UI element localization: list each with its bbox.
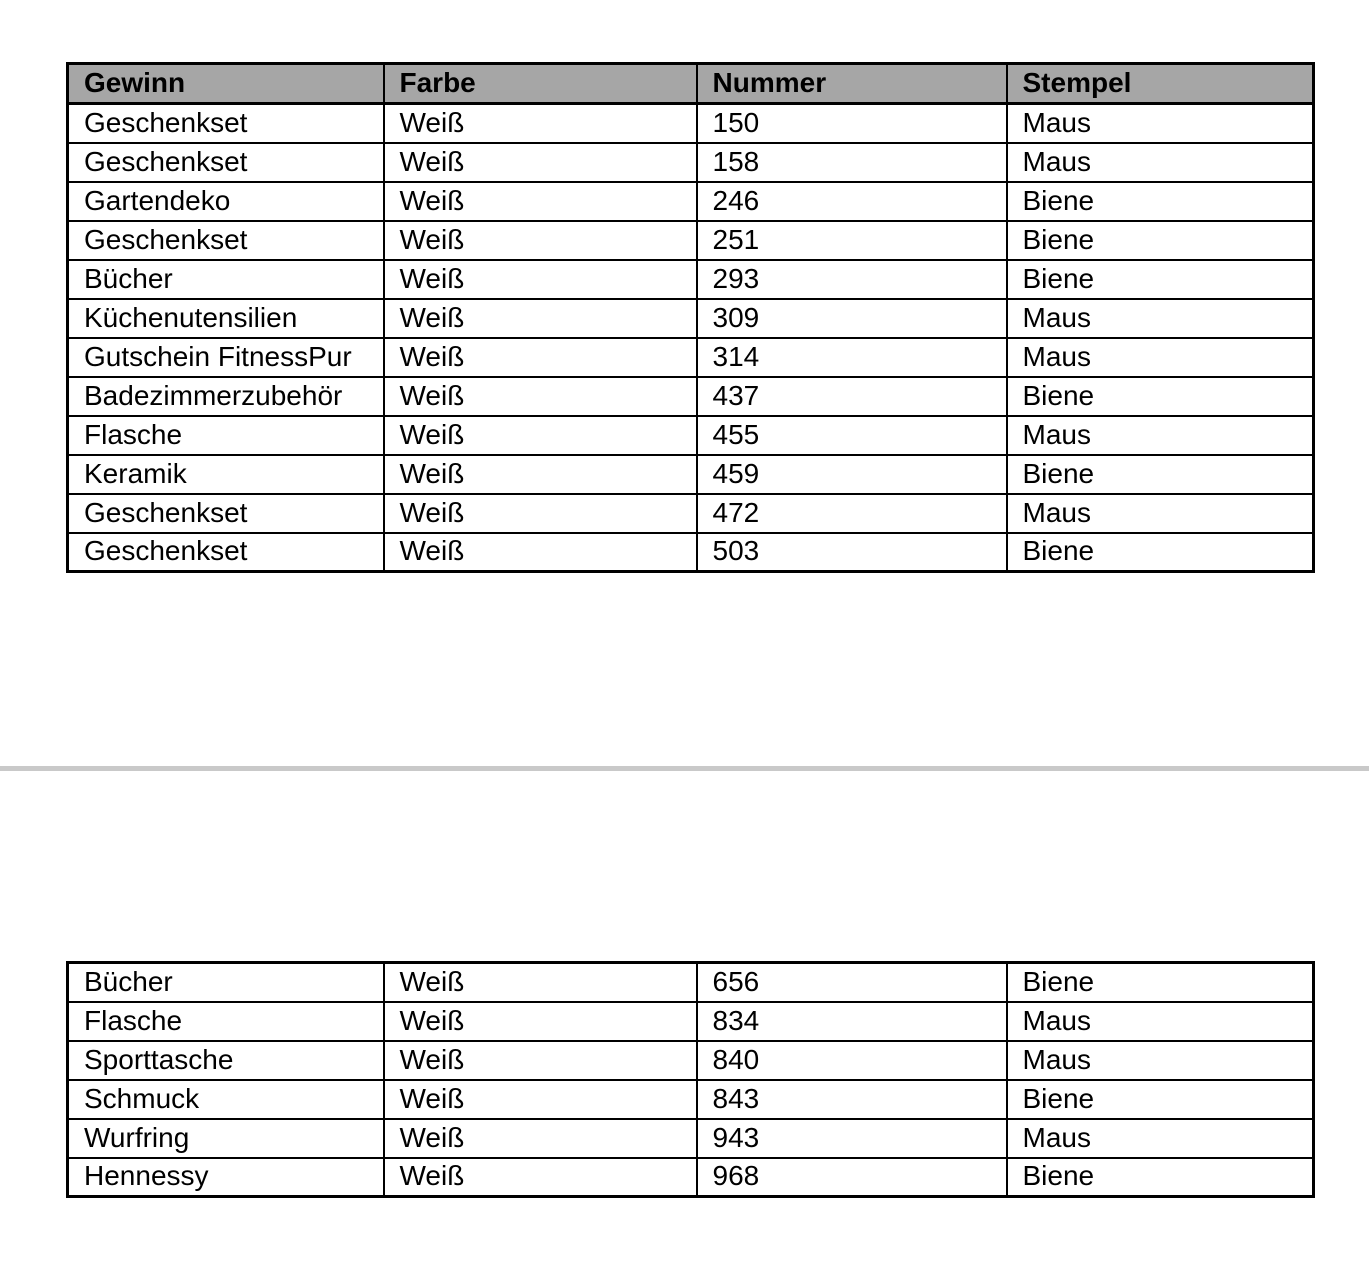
- table-cell: Geschenkset: [68, 104, 384, 143]
- table-cell: Biene: [1007, 377, 1314, 416]
- table-cell: Gartendeko: [68, 182, 384, 221]
- table-cell: Maus: [1007, 1119, 1314, 1158]
- table-cell: Biene: [1007, 533, 1314, 572]
- table-row: [68, 1158, 1314, 1197]
- table-cell: Weiß: [384, 1158, 697, 1197]
- table-cell: Geschenkset: [68, 221, 384, 260]
- table-cell: 314: [697, 338, 1007, 377]
- table-cell: Bücher: [68, 963, 384, 1002]
- table-cell: Bücher: [68, 260, 384, 299]
- prize-table-page1: [66, 62, 1315, 573]
- column-header-farbe: Farbe: [384, 64, 697, 104]
- table-cell: 843: [697, 1080, 1007, 1119]
- table-row: [68, 963, 1314, 1002]
- table-cell: Weiß: [384, 377, 697, 416]
- table-row: [68, 1041, 1314, 1080]
- table-row: [68, 1119, 1314, 1158]
- table-cell: Weiß: [384, 182, 697, 221]
- table-cell: 158: [697, 143, 1007, 182]
- table-cell: 293: [697, 260, 1007, 299]
- table-row: [68, 1002, 1314, 1041]
- table-cell: Biene: [1007, 455, 1314, 494]
- table-cell: Badezimmerzubehör: [68, 377, 384, 416]
- table-cell: Biene: [1007, 260, 1314, 299]
- table-cell: Geschenkset: [68, 533, 384, 572]
- table-cell: Weiß: [384, 416, 697, 455]
- table-cell: Sporttasche: [68, 1041, 384, 1080]
- table-cell: Flasche: [68, 416, 384, 455]
- table-cell: 246: [697, 182, 1007, 221]
- table-cell: Flasche: [68, 1002, 384, 1041]
- table-cell: Hennessy: [68, 1158, 384, 1197]
- table-cell: Weiß: [384, 260, 697, 299]
- table-cell: 840: [697, 1041, 1007, 1080]
- table-cell: Keramik: [68, 455, 384, 494]
- table-cell: 968: [697, 1158, 1007, 1197]
- table-cell: Biene: [1007, 1080, 1314, 1119]
- table-cell: 834: [697, 1002, 1007, 1041]
- table-cell: Maus: [1007, 1002, 1314, 1041]
- table-row: [68, 260, 1314, 299]
- table-row: [68, 104, 1314, 143]
- table-cell: Weiß: [384, 104, 697, 143]
- table-cell: Weiß: [384, 338, 697, 377]
- table-cell: Weiß: [384, 221, 697, 260]
- table-cell: Weiß: [384, 963, 697, 1002]
- table-cell: Weiß: [384, 299, 697, 338]
- table-cell: 656: [697, 963, 1007, 1002]
- table-cell: Maus: [1007, 338, 1314, 377]
- table-cell: Biene: [1007, 963, 1314, 1002]
- table-cell: Maus: [1007, 104, 1314, 143]
- table-cell: Maus: [1007, 1041, 1314, 1080]
- table-cell: Weiß: [384, 143, 697, 182]
- table-cell: Maus: [1007, 299, 1314, 338]
- table-cell: Wurfring: [68, 1119, 384, 1158]
- table-row: [68, 377, 1314, 416]
- table-cell: Gutschein FitnessPur: [68, 338, 384, 377]
- table-cell: Maus: [1007, 416, 1314, 455]
- prize-table-page2: [66, 961, 1315, 1198]
- table-row: [68, 1080, 1314, 1119]
- column-header-nummer: Nummer: [697, 64, 1007, 104]
- table-cell: Biene: [1007, 182, 1314, 221]
- table-row: [68, 221, 1314, 260]
- table-cell: Weiß: [384, 1002, 697, 1041]
- table-cell: Weiß: [384, 1119, 697, 1158]
- table-row: [68, 494, 1314, 533]
- table-cell: 309: [697, 299, 1007, 338]
- table-cell: Biene: [1007, 221, 1314, 260]
- table-cell: 455: [697, 416, 1007, 455]
- table-row: [68, 182, 1314, 221]
- table-cell: Maus: [1007, 143, 1314, 182]
- table-header-row: [68, 64, 1314, 104]
- table-cell: 459: [697, 455, 1007, 494]
- table-row: [68, 143, 1314, 182]
- table-cell: Küchenutensilien: [68, 299, 384, 338]
- table-cell: 437: [697, 377, 1007, 416]
- table-row: [68, 338, 1314, 377]
- column-header-gewinn: Gewinn: [68, 64, 384, 104]
- table-cell: Weiß: [384, 1080, 697, 1119]
- table-cell: Geschenkset: [68, 494, 384, 533]
- table-cell: Biene: [1007, 1158, 1314, 1197]
- table-cell: Geschenkset: [68, 143, 384, 182]
- table-row: [68, 299, 1314, 338]
- page-break-divider: [0, 766, 1369, 771]
- table-row: [68, 416, 1314, 455]
- table-cell: 251: [697, 221, 1007, 260]
- table-cell: Schmuck: [68, 1080, 384, 1119]
- table-cell: 472: [697, 494, 1007, 533]
- table-cell: 150: [697, 104, 1007, 143]
- table-row: [68, 533, 1314, 572]
- table-cell: Maus: [1007, 494, 1314, 533]
- table-cell: 503: [697, 533, 1007, 572]
- table-cell: Weiß: [384, 1041, 697, 1080]
- column-header-stempel: Stempel: [1007, 64, 1314, 104]
- table-cell: Weiß: [384, 533, 697, 572]
- table-cell: Weiß: [384, 494, 697, 533]
- table-row: [68, 455, 1314, 494]
- table-cell: 943: [697, 1119, 1007, 1158]
- table-cell: Weiß: [384, 455, 697, 494]
